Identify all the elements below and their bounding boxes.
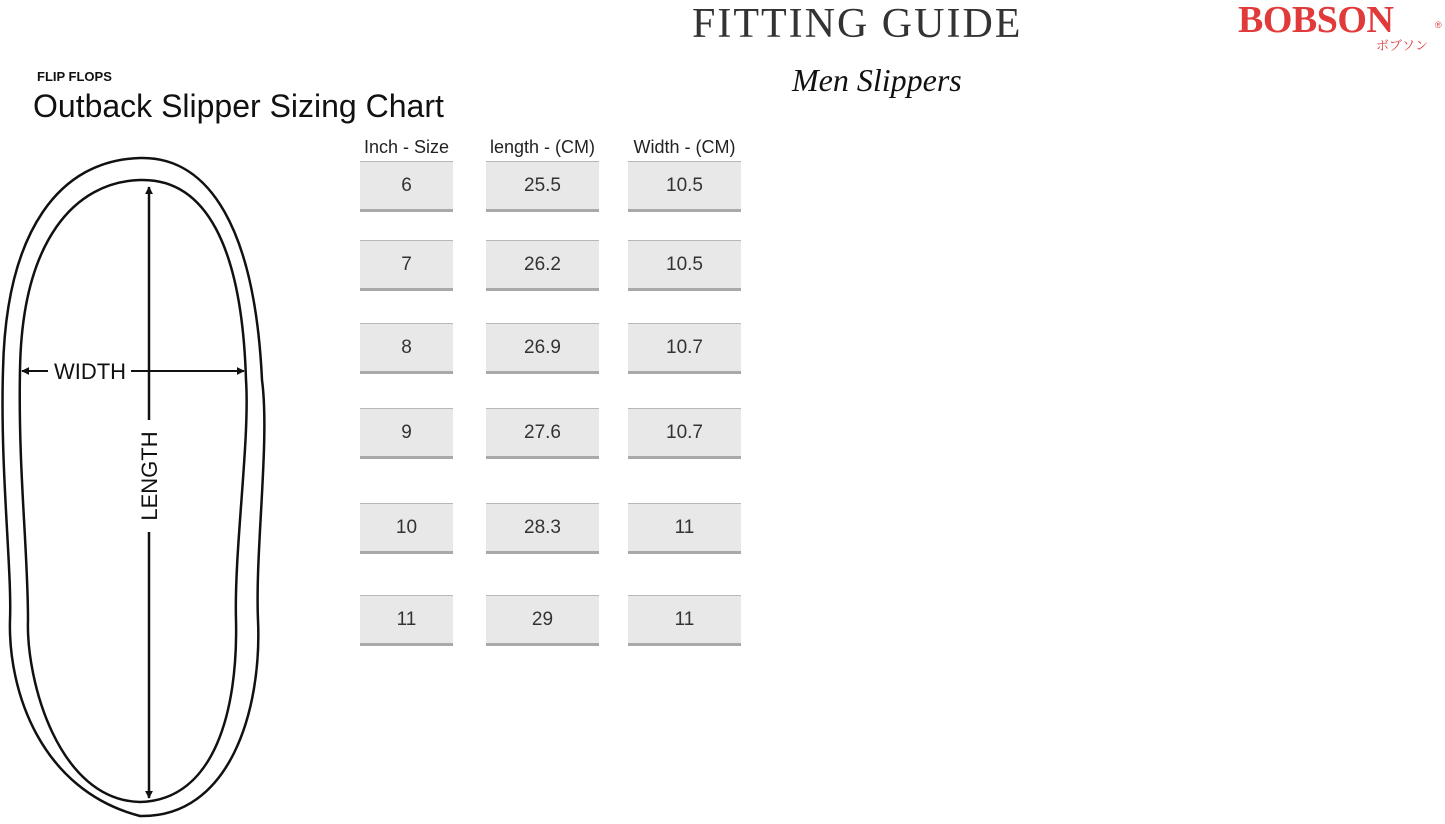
length-cell: 25.5 bbox=[486, 161, 599, 212]
size-cell: 9 bbox=[360, 408, 453, 459]
width-cell: 10.5 bbox=[628, 161, 741, 212]
size-cell: 8 bbox=[360, 323, 453, 374]
length-cell: 26.2 bbox=[486, 240, 599, 291]
column-header-width: Width - (CM) bbox=[633, 137, 736, 157]
column-header-length: length - (CM) bbox=[489, 137, 596, 157]
size-cell: 10 bbox=[360, 503, 453, 554]
page-subtitle: Men Slippers bbox=[792, 62, 962, 98]
page-title: FITTING GUIDE bbox=[692, 1, 1023, 47]
length-cell: 26.9 bbox=[486, 323, 599, 374]
width-cell: 10.5 bbox=[628, 240, 741, 291]
width-cell: 11 bbox=[628, 503, 741, 554]
category-label: FLIP FLOPS bbox=[37, 69, 112, 84]
length-cell: 28.3 bbox=[486, 503, 599, 554]
width-cell: 10.7 bbox=[628, 323, 741, 374]
width-label: WIDTH bbox=[53, 359, 127, 384]
brand-logo bbox=[1238, 0, 1443, 54]
length-label: LENGTH bbox=[137, 431, 162, 521]
column-header-size: Inch - Size bbox=[363, 137, 450, 157]
registered-mark: ® bbox=[1435, 20, 1442, 30]
brand-name: BOBSON bbox=[1238, 0, 1394, 41]
size-cell: 7 bbox=[360, 240, 453, 291]
size-cell: 6 bbox=[360, 161, 453, 212]
brand-katakana: ボブソン bbox=[1376, 39, 1429, 54]
size-cell: 11 bbox=[360, 595, 453, 646]
length-cell: 27.6 bbox=[486, 408, 599, 459]
slipper-inner-outline bbox=[20, 180, 247, 802]
chart-title: Outback Slipper Sizing Chart bbox=[33, 88, 444, 124]
length-cell: 29 bbox=[486, 595, 599, 646]
width-cell: 10.7 bbox=[628, 408, 741, 459]
width-cell: 11 bbox=[628, 595, 741, 646]
slipper-outline-diagram bbox=[0, 150, 275, 822]
